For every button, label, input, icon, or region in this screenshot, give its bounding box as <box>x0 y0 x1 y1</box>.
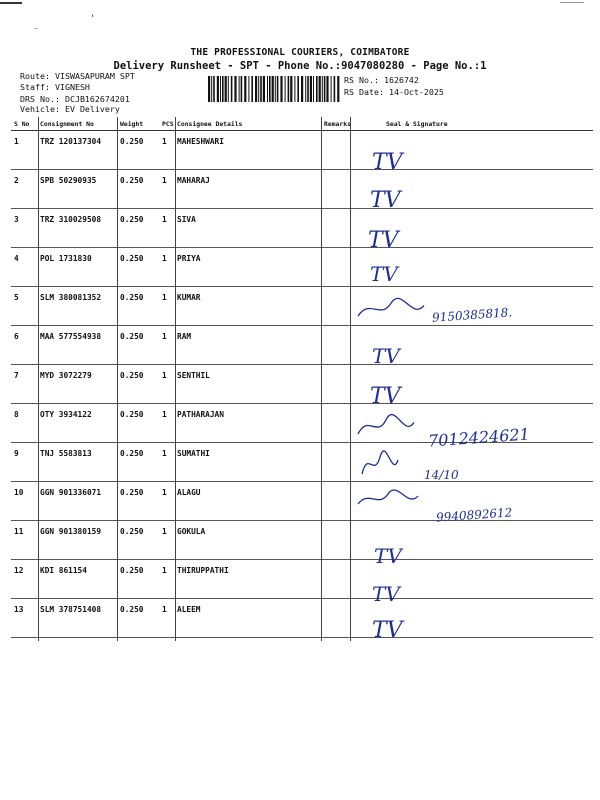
barcode-bar <box>255 76 257 102</box>
row-sno: 11 <box>11 521 37 560</box>
row-weight: 0.250 <box>117 404 159 443</box>
row-remarks <box>321 521 366 560</box>
barcode-bar <box>310 76 312 102</box>
row-remarks <box>321 131 366 170</box>
consignee-name: PRIYA <box>174 248 321 287</box>
handwritten-signature: 9940892612 <box>435 505 513 525</box>
barcode-bar <box>222 76 224 102</box>
barcode-bar <box>277 76 279 102</box>
consignment-number: MAA 577554938 <box>37 326 117 365</box>
row-pcs: 1 <box>159 209 174 248</box>
scan-speck: ⁻ <box>33 26 39 36</box>
barcode-bar <box>269 76 271 102</box>
barcode-bar <box>334 76 336 102</box>
consignee-name: PATHARAJAN <box>174 404 321 443</box>
row-remarks <box>321 326 366 365</box>
barcode-bar <box>228 76 229 102</box>
row-remarks <box>321 209 366 248</box>
column-divider <box>350 117 351 641</box>
handwritten-signature: TV <box>370 384 401 409</box>
barcode-bar <box>272 76 274 102</box>
consignment-number: POL 1731830 <box>37 248 117 287</box>
consignment-number: TNJ 5583813 <box>37 443 117 482</box>
barcode-bar <box>337 76 339 102</box>
table-row <box>11 170 593 209</box>
table-row <box>11 521 593 560</box>
row-remarks <box>321 170 366 209</box>
col-weight: Weight <box>117 117 159 131</box>
row-pcs: 1 <box>159 443 174 482</box>
barcode-bar <box>324 76 326 102</box>
col-consignee: Consignee Details <box>174 117 321 131</box>
consignee-name: ALAGU <box>174 482 321 521</box>
barcode-bar <box>239 76 240 102</box>
row-seal-signature <box>366 326 593 365</box>
barcode-bar <box>280 76 282 102</box>
rs-date: RS Date: 14-Oct-2025 <box>344 87 444 97</box>
barcode-bar <box>305 76 306 102</box>
row-sno: 7 <box>11 365 37 404</box>
barcode-bar <box>331 76 332 102</box>
barcode-bar <box>208 76 210 102</box>
row-pcs: 1 <box>159 326 174 365</box>
row-pcs: 1 <box>159 404 174 443</box>
row-weight: 0.250 <box>117 287 159 326</box>
consignee-name: SENTHIL <box>174 365 321 404</box>
row-pcs: 1 <box>159 170 174 209</box>
signature-scribble <box>356 488 420 508</box>
row-weight: 0.250 <box>117 326 159 365</box>
handwritten-signature: 7012424621 <box>427 424 531 451</box>
scan-speck: ' <box>90 14 96 24</box>
barcode-bar <box>294 76 295 102</box>
barcode-bar <box>258 76 259 102</box>
row-sno: 12 <box>11 560 37 599</box>
drs-number: DRS No.: DCJB162674201 <box>20 94 130 104</box>
row-weight: 0.250 <box>117 170 159 209</box>
barcode-bar <box>217 76 219 102</box>
row-weight: 0.250 <box>117 443 159 482</box>
barcode-bar <box>275 76 276 102</box>
handwritten-signature: 9150385818. <box>431 305 513 325</box>
barcode-bar <box>251 76 253 102</box>
vehicle-label: Vehicle: EV Delivery <box>20 104 120 114</box>
consignment-number: SLM 380081352 <box>37 287 117 326</box>
consignee-name: ALEEM <box>174 599 321 638</box>
row-sno: 4 <box>11 248 37 287</box>
row-sno: 10 <box>11 482 37 521</box>
row-sno: 1 <box>11 131 37 170</box>
row-remarks <box>321 365 366 404</box>
handwritten-signature: TV <box>372 618 403 643</box>
signature-scribble <box>360 448 400 478</box>
route-label: Route: VISWASAPURAM SPT <box>20 71 135 81</box>
handwritten-signature: TV <box>370 262 398 286</box>
column-divider <box>175 117 176 641</box>
row-remarks <box>321 599 366 638</box>
barcode-bar <box>326 76 328 102</box>
table-row <box>11 209 593 248</box>
table-header-row <box>11 117 593 131</box>
barcode-bar <box>225 76 227 102</box>
row-remarks <box>321 248 366 287</box>
column-divider <box>117 117 118 641</box>
col-sno: S No <box>11 117 37 131</box>
consignment-number: SPB 50290935 <box>37 170 117 209</box>
table-row <box>11 365 593 404</box>
barcode-bar <box>244 76 246 102</box>
table-row <box>11 560 593 599</box>
row-weight: 0.250 <box>117 209 159 248</box>
barcode-bar <box>213 76 215 102</box>
runsheet-table <box>11 117 593 638</box>
row-weight: 0.250 <box>117 365 159 404</box>
consignment-number: KDI 861154 <box>37 560 117 599</box>
handwritten-signature: TV <box>370 188 401 213</box>
consignee-name: SUMATHI <box>174 443 321 482</box>
row-sno: 8 <box>11 404 37 443</box>
scan-mark <box>560 2 584 3</box>
staff-label: Staff: VIGNESH <box>20 82 90 92</box>
consignment-number: GGN 901336071 <box>37 482 117 521</box>
rs-number: RS No.: 1626742 <box>344 75 419 85</box>
barcode-bar <box>313 76 314 102</box>
table-row <box>11 443 593 482</box>
barcode-bar <box>288 76 290 102</box>
table-row <box>11 326 593 365</box>
barcode-bar <box>267 76 268 102</box>
row-weight: 0.250 <box>117 599 159 638</box>
consignee-name: THIRUPPATHI <box>174 560 321 599</box>
handwritten-signature: TV <box>374 544 402 568</box>
row-pcs: 1 <box>159 131 174 170</box>
row-seal-signature <box>366 248 593 287</box>
row-seal-signature <box>366 443 593 482</box>
handwritten-signature: TV <box>372 344 400 368</box>
consignment-number: OTY 3934122 <box>37 404 117 443</box>
row-weight: 0.250 <box>117 131 159 170</box>
row-pcs: 1 <box>159 560 174 599</box>
consignee-name: KUMAR <box>174 287 321 326</box>
barcode-bar <box>241 76 243 102</box>
row-sno: 5 <box>11 287 37 326</box>
row-weight: 0.250 <box>117 521 159 560</box>
table-row <box>11 131 593 170</box>
row-sno: 9 <box>11 443 37 482</box>
row-weight: 0.250 <box>117 482 159 521</box>
consignee-name: MAHESHWARI <box>174 131 321 170</box>
barcode-bar <box>319 76 321 102</box>
row-pcs: 1 <box>159 599 174 638</box>
row-weight: 0.250 <box>117 248 159 287</box>
consignment-number: MYD 3072279 <box>37 365 117 404</box>
row-sno: 2 <box>11 170 37 209</box>
barcode-bar <box>316 76 318 102</box>
consignment-number: TRZ 310029508 <box>37 209 117 248</box>
table-row <box>11 599 593 638</box>
consignee-name: RAM <box>174 326 321 365</box>
row-pcs: 1 <box>159 248 174 287</box>
barcode-bar <box>260 76 262 102</box>
barcode-bar <box>322 76 323 102</box>
barcode-bar <box>263 76 265 102</box>
col-consignment: Consignment No <box>37 117 117 131</box>
row-remarks <box>321 560 366 599</box>
barcode-bar <box>285 76 286 102</box>
row-pcs: 1 <box>159 482 174 521</box>
barcode-bar <box>234 76 236 102</box>
consignment-number: GGN 901380159 <box>37 521 117 560</box>
row-weight: 0.250 <box>117 560 159 599</box>
consignee-name: MAHARAJ <box>174 170 321 209</box>
barcode-bar <box>301 76 303 102</box>
barcode-bar <box>211 76 212 102</box>
company-name: THE PROFESSIONAL COURIERS, COIMBATORE <box>190 47 410 58</box>
barcode-bar <box>307 76 309 102</box>
column-divider <box>321 117 322 641</box>
row-seal-signature <box>366 209 593 248</box>
signature-scribble <box>356 296 426 320</box>
handwritten-signature: 14/10 <box>424 468 459 482</box>
row-sno: 13 <box>11 599 37 638</box>
runsheet-title: Delivery Runsheet - SPT - Phone No.:9047080280 - Page No.:1 <box>113 60 487 72</box>
row-pcs: 1 <box>159 287 174 326</box>
col-remarks: Remarks <box>321 117 366 131</box>
barcode-bar <box>220 76 221 102</box>
barcode-bar <box>290 76 292 102</box>
handwritten-signature: TV <box>368 228 399 253</box>
signature-scribble <box>356 412 416 438</box>
col-seal-signature: Seal & Signature <box>366 117 593 131</box>
consignment-number: TRZ 120137304 <box>37 131 117 170</box>
row-sno: 6 <box>11 326 37 365</box>
consignment-number: SLM 378751408 <box>37 599 117 638</box>
col-pcs: PCS <box>159 117 174 131</box>
barcode-image <box>208 76 340 102</box>
handwritten-signature: TV <box>372 582 400 606</box>
barcode-bar <box>297 76 299 102</box>
table-row <box>11 248 593 287</box>
consignee-name: SIVA <box>174 209 321 248</box>
scan-mark <box>0 2 22 4</box>
column-divider <box>38 117 39 641</box>
consignee-name: GOKULA <box>174 521 321 560</box>
row-sno: 3 <box>11 209 37 248</box>
row-pcs: 1 <box>159 365 174 404</box>
barcode-bar <box>248 76 249 102</box>
handwritten-signature: TV <box>372 150 403 175</box>
barcode-bar <box>231 76 233 102</box>
row-pcs: 1 <box>159 521 174 560</box>
